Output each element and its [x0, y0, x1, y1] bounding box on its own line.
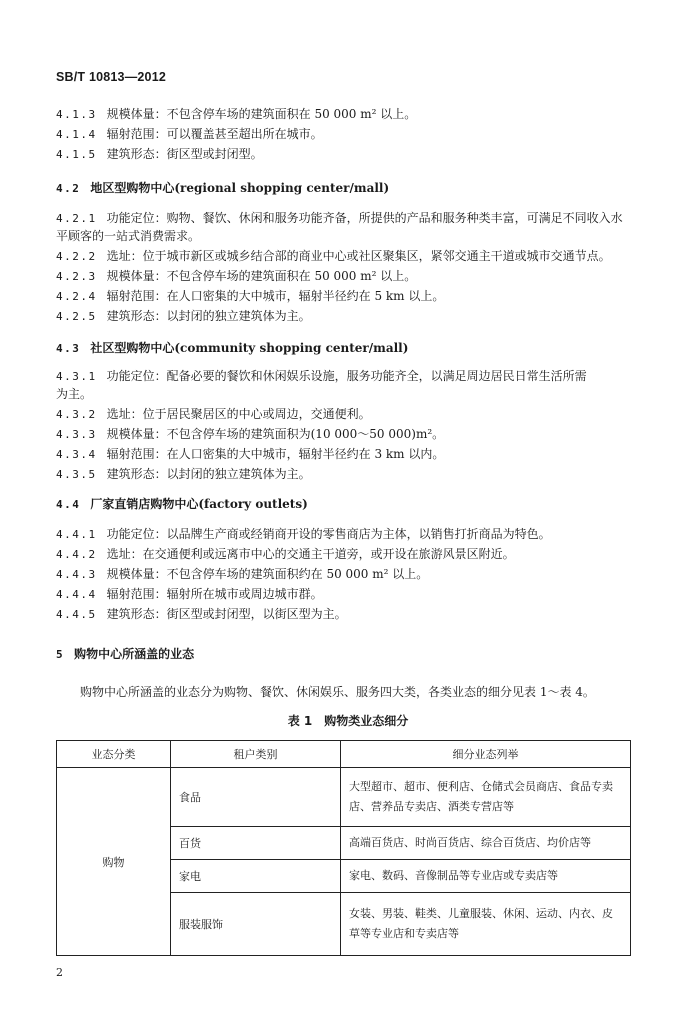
- section-5-paragraph: 购物中心所涵盖的业态分为购物、餐饮、休闲娱乐、服务四大类，各类业态的细分见表 1～表 4。: [80, 685, 595, 699]
- page-number: 2: [56, 966, 63, 979]
- clause-4-3-3: 4.3.3 规模体量：不包含停车场的建筑面积为(10 000～50 000)m²。: [56, 427, 445, 441]
- table-header-row: [57, 741, 631, 768]
- clause-4-4-2: 4.4.2 选址：在交通便利或远离市中心的交通主干道旁，或开设在旅游风景区附近。: [56, 547, 515, 561]
- detail-cell: 女装、男装、鞋类、儿童服装、休闲、运动、内衣、皮草等专业店和专卖店等: [341, 893, 631, 956]
- table-1: [56, 740, 631, 956]
- clause-4-2-3: 4.2.3 规模体量：不包含停车场的建筑面积在 50 000 m² 以上。: [56, 269, 417, 283]
- clause-4-4-5: 4.4.5 建筑形态：街区型或封闭型，以街区型为主。: [56, 607, 347, 621]
- clause-4-2-5: 4.2.5 建筑形态：以封闭的独立建筑体为主。: [56, 309, 311, 323]
- clause-4-2-1: 4.2.1 功能定位：购物、餐饮、休闲和服务功能齐备，所提供的产品和服务种类丰富，可满足不同收入水: [56, 211, 623, 225]
- clause-4-3-2: 4.3.2 选址：位于居民聚居区的中心或周边，交通便利。: [56, 407, 371, 421]
- category-shopping: 购物: [57, 768, 171, 956]
- clause-4-1-4: 4.1.4 辐射范围：可以覆盖甚至超出所在城市。: [56, 127, 323, 141]
- table-row: [57, 768, 631, 827]
- header-format-category: 业态分类: [57, 741, 171, 768]
- clause-4-4-1: 4.4.1 功能定位：以品牌生产商或经销商开设的零售商店为主体，以销售打折商品为特色。: [56, 527, 551, 541]
- tenant-cell: 食品: [171, 768, 341, 827]
- heading-4-3: 4.3 社区型购物中心(community shopping center/mall): [56, 341, 409, 355]
- clause-4-2-1-cont: 平顾客的一站式消费需求。: [56, 229, 201, 243]
- clause-4-2-4: 4.2.4 辐射范围：在人口密集的大中城市，辐射半径约在 5 km 以上。: [56, 289, 445, 303]
- clause-4-2-2: 4.2.2 选址：位于城市新区或城乡结合部的商业中心或社区聚集区，紧邻交通主干道或城市交通节点。: [56, 249, 611, 263]
- clause-4-3-4: 4.3.4 辐射范围：在人口密集的大中城市，辐射半径约在 3 km 以内。: [56, 447, 445, 461]
- detail-cell: 大型超市、超市、便利店、仓储式会员商店、食品专卖店、营养品专卖店、酒类专营店等: [341, 768, 631, 827]
- header-tenant-type: 租户类别: [171, 741, 341, 768]
- heading-4-2: 4.2 地区型购物中心(regional shopping center/mall): [56, 181, 390, 195]
- tenant-cell: 百货: [171, 827, 341, 860]
- clause-4-1-3: 4.1.3 规模体量：不包含停车场的建筑面积在 50 000 m² 以上。: [56, 107, 417, 121]
- heading-4-4: 4.4 厂家直销店购物中心(factory outlets): [56, 497, 308, 511]
- clause-4-3-1: 4.3.1 功能定位：配备必要的餐饮和休闲娱乐设施，服务功能齐全，以满足周边居民日常生活所需: [56, 369, 587, 383]
- detail-cell: 家电、数码、音像制品等专业店或专卖店等: [341, 860, 631, 893]
- clause-4-3-1-cont: 为主。: [56, 387, 93, 401]
- clause-4-3-5: 4.3.5 建筑形态：以封闭的独立建筑体为主。: [56, 467, 311, 481]
- table-1-caption: 表 1 购物类业态细分: [287, 714, 409, 728]
- detail-cell: 高端百货店、时尚百货店、综合百货店、均价店等: [341, 827, 631, 860]
- header-format-examples: 细分业态列举: [341, 741, 631, 768]
- clause-4-4-3: 4.4.3 规模体量：不包含停车场的建筑面积约在 50 000 m² 以上。: [56, 567, 429, 581]
- clause-4-1-5: 4.1.5 建筑形态：街区型或封闭型。: [56, 147, 263, 161]
- heading-5: 5 购物中心所涵盖的业态: [56, 647, 195, 661]
- standard-code: SB/T 10813—2012: [56, 70, 167, 84]
- clause-4-4-4: 4.4.4 辐射范围：辐射所在城市或周边城市群。: [56, 587, 323, 601]
- tenant-cell: 服装服饰: [171, 893, 341, 956]
- tenant-cell: 家电: [171, 860, 341, 893]
